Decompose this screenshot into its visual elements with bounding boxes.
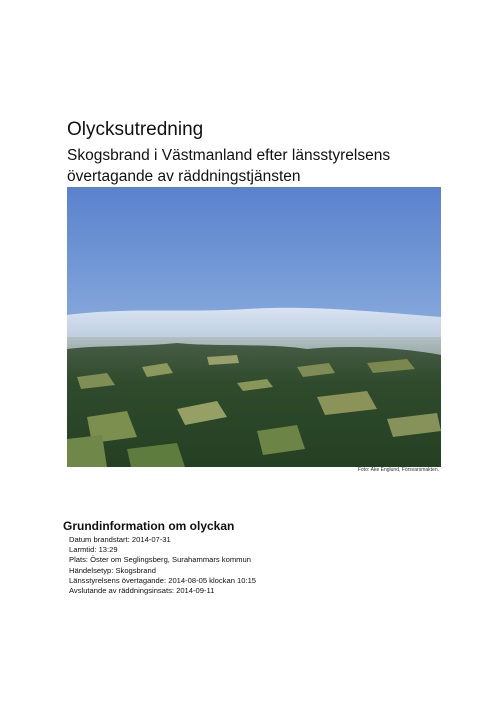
info-value: Öster om Seglingsberg, Surahammars kommun bbox=[90, 555, 251, 565]
info-item-lansstyrelsens-overtagande: Länsstyrelsens övertagande: 2014-08-05 klockan 10:15 bbox=[69, 575, 257, 585]
info-label: Händelsetyp bbox=[69, 565, 112, 575]
info-value: Skogsbrand bbox=[115, 565, 156, 575]
aerial-photo-image bbox=[67, 187, 441, 467]
info-value: 13:29 bbox=[98, 545, 118, 555]
page-title: Olycksutredning bbox=[67, 119, 204, 140]
info-heading: Grundinformation om olyckan bbox=[63, 519, 235, 533]
info-label: Datum brandstart bbox=[69, 535, 128, 544]
info-value: 2014-08-05 klockan 10:15 bbox=[168, 575, 257, 585]
info-value: 2014-09-11 bbox=[176, 586, 215, 596]
info-item-larmtid: Larmtid: 13:29 bbox=[69, 545, 118, 555]
info-value: 2014-07-31 bbox=[131, 535, 171, 544]
info-label: Larmtid bbox=[69, 545, 95, 555]
photo-caption: Foto: Åke Englund, Försvarsmakten. bbox=[357, 467, 439, 473]
info-item-datum-brandstart: Datum brandstart: 2014-07-31 bbox=[69, 535, 171, 544]
subtitle-line-2: övertagande av räddningstjänsten bbox=[67, 168, 301, 185]
aerial-photo bbox=[67, 187, 441, 467]
page-subtitle bbox=[67, 145, 467, 187]
info-label: Plats bbox=[69, 555, 86, 565]
info-label: Avslutande av räddningsinsats bbox=[69, 586, 172, 596]
info-label: Länsstyrelsens övertagande bbox=[69, 575, 164, 585]
info-list bbox=[69, 535, 256, 596]
info-item-avslutande: Avslutande av räddningsinsats: 2014-09-11 bbox=[69, 586, 215, 596]
info-item-handelsetyp: Händelsetyp: Skogsbrand bbox=[69, 565, 156, 575]
info-item-plats: Plats: Öster om Seglingsberg, Surahammars kommun bbox=[69, 555, 251, 565]
subtitle-line-1: Skogsbrand i Västmanland efter länsstyrelsens bbox=[67, 147, 391, 164]
